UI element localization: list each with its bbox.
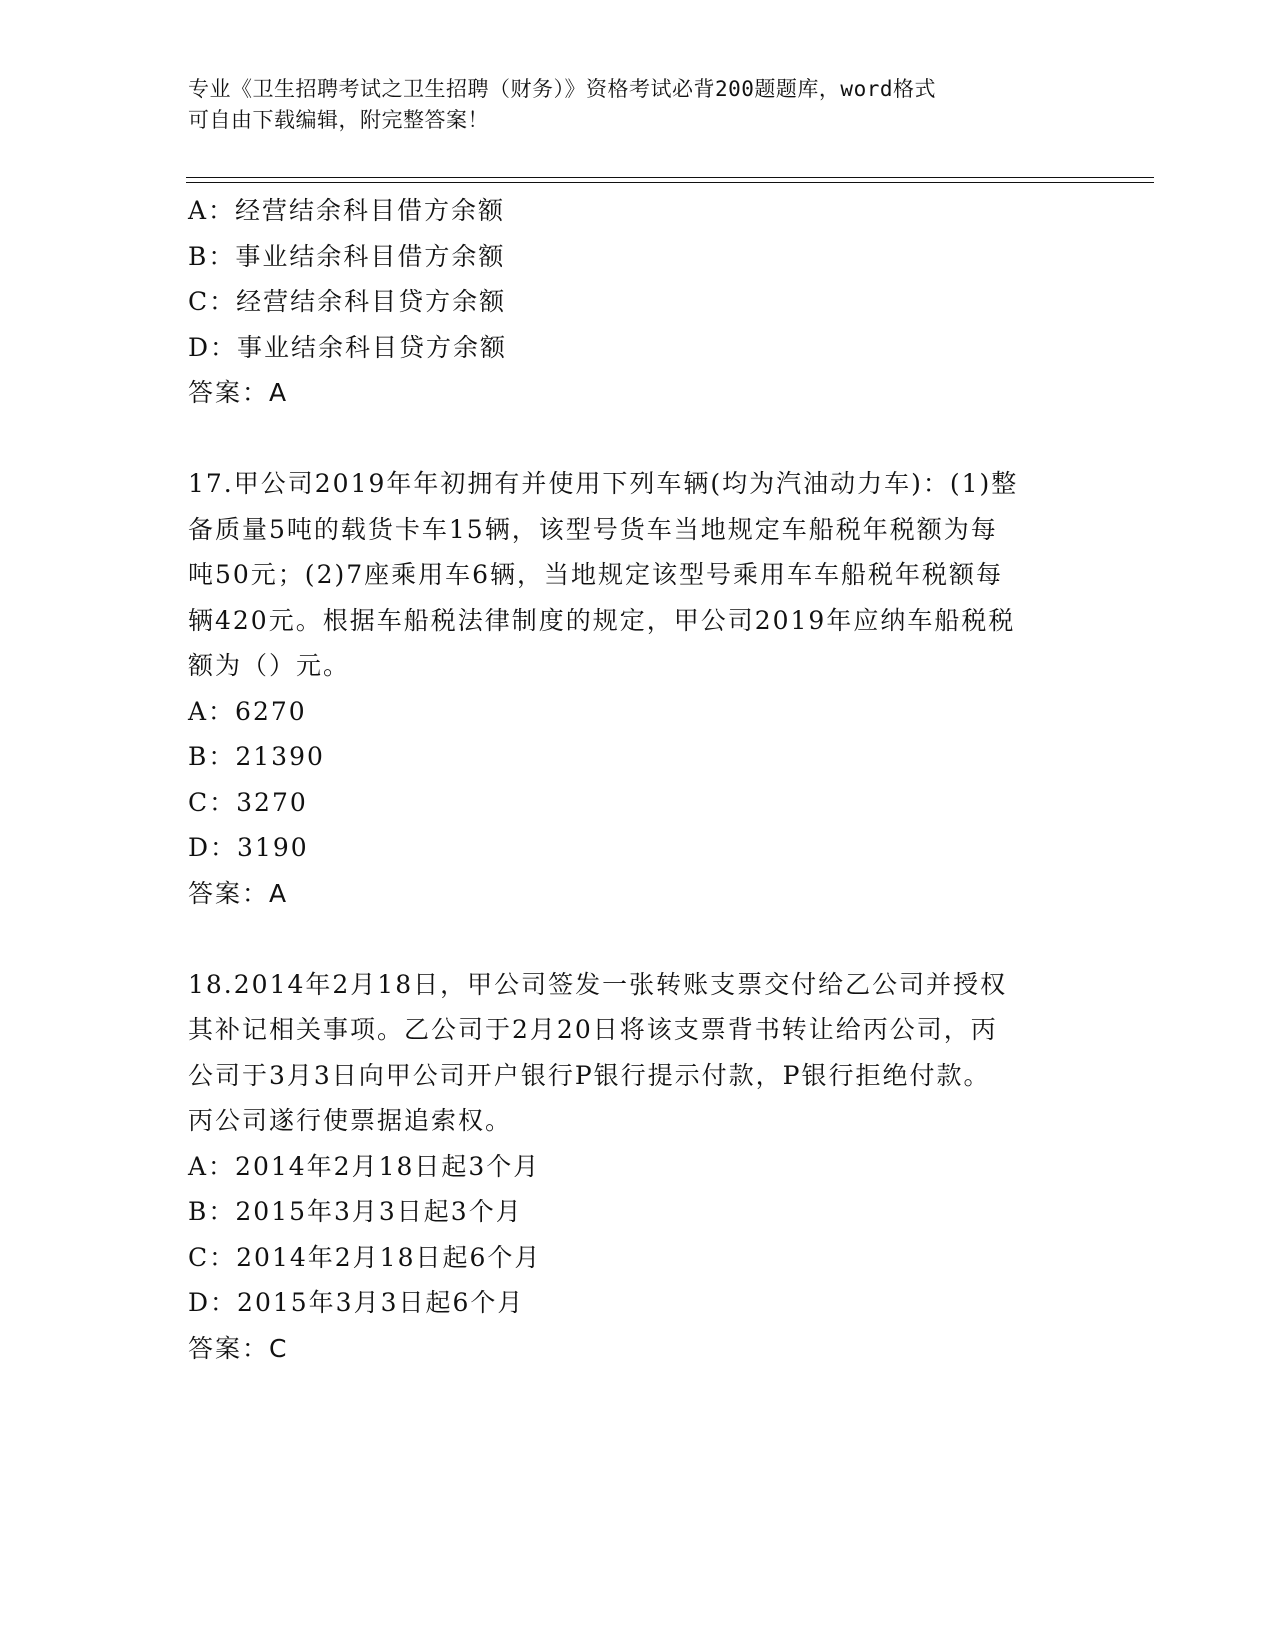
question-18-block [188, 962, 1088, 1372]
q18-answer: 答案：C [188, 1333, 289, 1363]
q17-stem-line: 吨50元；(2)7座乘用车6辆，当地规定该型号乘用车车船税年税额每 [188, 560, 1004, 589]
q17-stem-line: 额为（）元。 [188, 651, 351, 680]
q17-option-b: B：21390 [188, 742, 325, 771]
q18-stem-line: 公司于3月3日向甲公司开户银行P银行提示付款，P银行拒绝付款。 [188, 1060, 991, 1090]
q16-answer: 答案：A [188, 378, 289, 407]
q16-option-c: C：经营结余科目贷方余额 [188, 287, 507, 316]
q16-option-a: A：经营结余科目借方余额 [188, 196, 506, 225]
header-divider-top [186, 177, 1154, 178]
question-16-block [188, 188, 1088, 416]
q18-option-a: A：2014年2月18日起3个月 [188, 1151, 541, 1181]
q17-stem-line: 17.甲公司2019年年初拥有并使用下列车辆(均为汽油动力车)：(1)整 [188, 469, 1019, 498]
q18-option-c: C：2014年2月18日起6个月 [188, 1242, 542, 1272]
q17-stem-line: 备质量5吨的载货卡车15辆，该型号货车当地规定车船税年税额为每 [188, 514, 998, 544]
q17-option-c: C：3270 [188, 787, 308, 817]
q17-answer: 答案：A [188, 878, 289, 908]
q16-option-b: B：事业结余科目借方余额 [188, 241, 506, 271]
question-17-block [188, 461, 1088, 916]
header-line-1: 专业《卫生招聘考试之卫生招聘（财务）》资格考试必背200题题库，word格式 [188, 77, 936, 101]
q18-option-d: D：2015年3月3日起6个月 [188, 1288, 525, 1317]
q18-stem-line: 丙公司遂行使票据追索权。 [188, 1106, 513, 1135]
header-divider-bottom [186, 182, 1154, 183]
q17-option-d: D：3190 [188, 833, 309, 862]
spacer [188, 416, 1088, 462]
document-body [188, 188, 1088, 1371]
header-line-2: 可自由下载编辑，附完整答案！ [188, 108, 489, 132]
q17-stem-line: 辆420元。根据车船税法律制度的规定，甲公司2019年应纳车船税税 [188, 605, 1016, 635]
spacer [188, 916, 1088, 962]
q18-option-b: B：2015年3月3日起3个月 [188, 1197, 523, 1226]
q18-stem-line: 其补记相关事项。乙公司于2月20日将该支票背书转让给丙公司，丙 [188, 1015, 998, 1044]
q18-stem-line: 18.2014年2月18日，甲公司签发一张转账支票交付给乙公司并授权 [188, 969, 1008, 999]
document-header [188, 74, 1068, 136]
q16-option-d: D：事业结余科目贷方余额 [188, 332, 508, 362]
q17-option-a: A：6270 [188, 696, 307, 726]
